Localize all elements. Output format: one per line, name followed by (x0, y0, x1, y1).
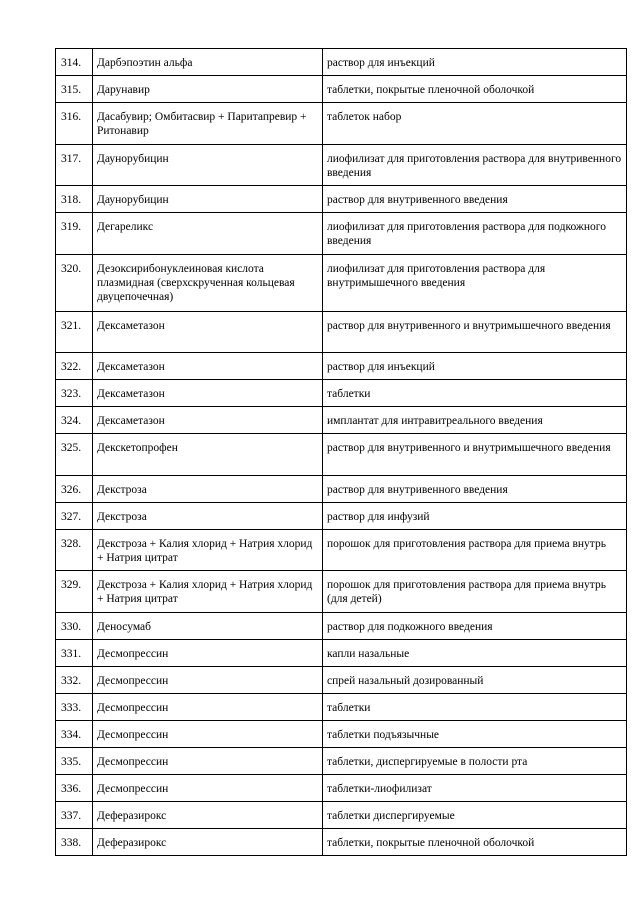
dosage-form: раствор для внутривенного введения (323, 186, 627, 213)
drug-list-table (55, 48, 627, 856)
row-number: 331. (56, 640, 93, 667)
table-row (56, 186, 627, 213)
table-row (56, 76, 627, 103)
table-row (56, 802, 627, 829)
row-number: 314. (56, 49, 93, 76)
drug-name: Десмопрессин (93, 667, 323, 694)
table-row (56, 380, 627, 407)
row-number: 321. (56, 312, 93, 353)
table-row (56, 103, 627, 145)
table-row (56, 613, 627, 640)
table-row (56, 213, 627, 255)
table-row (56, 748, 627, 775)
drug-name: Десмопрессин (93, 640, 323, 667)
row-number: 323. (56, 380, 93, 407)
drug-name: Даунорубицин (93, 145, 323, 186)
table-row (56, 694, 627, 721)
drug-name: Декскетопрофен (93, 434, 323, 476)
dosage-form: раствор для подкожного введения (323, 613, 627, 640)
table-row (56, 571, 627, 613)
row-number: 335. (56, 748, 93, 775)
table-row (56, 721, 627, 748)
drug-name: Десмопрессин (93, 748, 323, 775)
table-row (56, 407, 627, 434)
drug-name: Дексаметазон (93, 353, 323, 380)
drug-name: Дексаметазон (93, 312, 323, 353)
drug-name: Дегареликс (93, 213, 323, 255)
row-number: 333. (56, 694, 93, 721)
dosage-form: таблетки, покрытые пленочной оболочкой (323, 76, 627, 103)
row-number: 338. (56, 829, 93, 856)
dosage-form: раствор для инъекций (323, 353, 627, 380)
table-row (56, 255, 627, 312)
dosage-form: раствор для внутривенного введения (323, 476, 627, 503)
dosage-form: порошок для приготовления раствора для приема внутрь (323, 530, 627, 571)
dosage-form: таблетки, диспергируемые в полости рта (323, 748, 627, 775)
dosage-form: раствор для инфузий (323, 503, 627, 530)
table-row (56, 667, 627, 694)
row-number: 317. (56, 145, 93, 186)
drug-name: Деферазирокс (93, 802, 323, 829)
row-number: 316. (56, 103, 93, 145)
dosage-form: лиофилизат для приготовления раствора для подкожного введения (323, 213, 627, 255)
row-number: 337. (56, 802, 93, 829)
table-row (56, 775, 627, 802)
table-row (56, 312, 627, 353)
row-number: 324. (56, 407, 93, 434)
row-number: 319. (56, 213, 93, 255)
row-number: 327. (56, 503, 93, 530)
table-row (56, 829, 627, 856)
row-number: 336. (56, 775, 93, 802)
row-number: 315. (56, 76, 93, 103)
drug-name: Декстроза (93, 503, 323, 530)
drug-name: Даунорубицин (93, 186, 323, 213)
dosage-form: имплантат для интравитреального введения (323, 407, 627, 434)
dosage-form: таблетки-лиофилизат (323, 775, 627, 802)
table-row (56, 476, 627, 503)
table-row (56, 145, 627, 186)
row-number: 332. (56, 667, 93, 694)
dosage-form: раствор для внутривенного и внутримышечного введения (323, 434, 627, 476)
drug-name: Дарунавир (93, 76, 323, 103)
table-row (56, 530, 627, 571)
dosage-form: таблетки (323, 380, 627, 407)
drug-name: Декстроза + Калия хлорид + Натрия хлорид + Натрия цитрат (93, 530, 323, 571)
dosage-form: таблетки, покрытые пленочной оболочкой (323, 829, 627, 856)
table-row (56, 640, 627, 667)
drug-list-body (56, 49, 627, 856)
row-number: 322. (56, 353, 93, 380)
row-number: 328. (56, 530, 93, 571)
dosage-form: таблетки (323, 694, 627, 721)
dosage-form: лиофилизат для приготовления раствора для внутривенного введения (323, 145, 627, 186)
row-number: 334. (56, 721, 93, 748)
dosage-form: таблетки диспергируемые (323, 802, 627, 829)
table-row (56, 49, 627, 76)
drug-name: Дарбэпоэтин альфа (93, 49, 323, 76)
drug-name: Дексаметазон (93, 407, 323, 434)
dosage-form: спрей назальный дозированный (323, 667, 627, 694)
row-number: 325. (56, 434, 93, 476)
drug-name: Деферазирокс (93, 829, 323, 856)
dosage-form: раствор для внутривенного и внутримышечного введения (323, 312, 627, 353)
dosage-form: таблеток набор (323, 103, 627, 145)
table-row (56, 353, 627, 380)
dosage-form: таблетки подъязычные (323, 721, 627, 748)
dosage-form: лиофилизат для приготовления раствора для внутримышечного введения (323, 255, 627, 312)
drug-name: Деносумаб (93, 613, 323, 640)
row-number: 318. (56, 186, 93, 213)
drug-name: Декстроза (93, 476, 323, 503)
table-row (56, 434, 627, 476)
dosage-form: раствор для инъекций (323, 49, 627, 76)
drug-name: Декстроза + Калия хлорид + Натрия хлорид + Натрия цитрат (93, 571, 323, 613)
dosage-form: капли назальные (323, 640, 627, 667)
drug-name: Десмопрессин (93, 694, 323, 721)
row-number: 326. (56, 476, 93, 503)
drug-name: Дексаметазон (93, 380, 323, 407)
table-row (56, 503, 627, 530)
dosage-form: порошок для приготовления раствора для приема внутрь (для детей) (323, 571, 627, 613)
drug-name: Десмопрессин (93, 775, 323, 802)
row-number: 329. (56, 571, 93, 613)
drug-name: Дасабувир; Омбитасвир + Паритапревир + Ритонавир (93, 103, 323, 145)
row-number: 320. (56, 255, 93, 312)
drug-name: Дезоксирибонуклеиновая кислота плазмидная (сверхскрученная кольцевая двуцепочечная) (93, 255, 323, 312)
row-number: 330. (56, 613, 93, 640)
drug-name: Десмопрессин (93, 721, 323, 748)
